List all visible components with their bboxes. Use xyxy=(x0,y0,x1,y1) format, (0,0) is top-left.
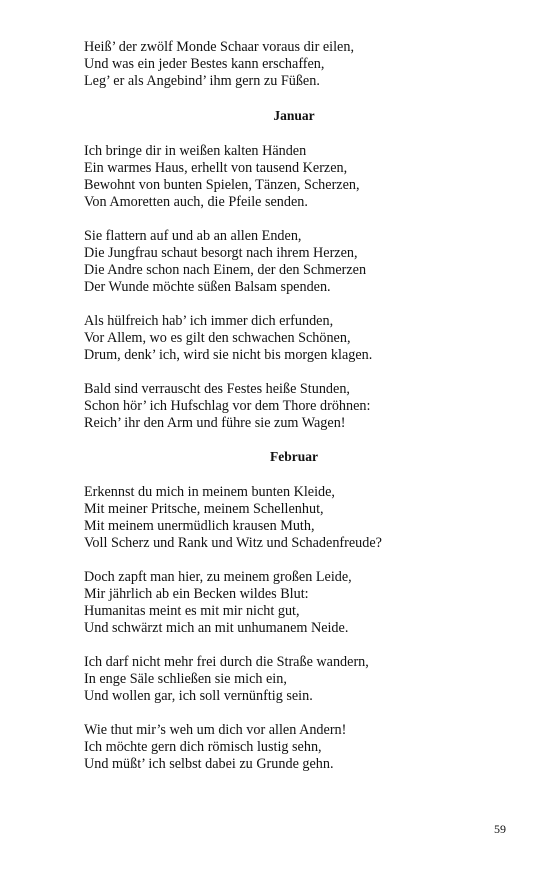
februar-stanza-1 xyxy=(84,484,474,552)
section-heading-januar: Januar xyxy=(273,108,315,123)
poem-line: Doch zapft man hier, zu meinem großen Leide, xyxy=(84,569,352,585)
poem-line: Die Andre schon nach Einem, der den Schmerzen xyxy=(84,262,367,278)
januar-stanza-3 xyxy=(84,313,474,364)
poem-page xyxy=(84,39,474,790)
poem-line: Und wollen gar, ich soll vernünftig sein. xyxy=(84,688,313,704)
januar-stanza-1 xyxy=(84,143,474,211)
poem-line: Voll Scherz und Rank und Witz und Schadenfreude? xyxy=(84,535,382,551)
februar-stanza-3 xyxy=(84,654,474,705)
januar-stanza-4 xyxy=(84,381,474,432)
poem-line: Humanitas meint es mit mir nicht gut, xyxy=(84,603,300,619)
poem-line: In enge Säle schließen sie mich ein, xyxy=(84,671,287,687)
poem-line: Mit meiner Pritsche, meinem Schellenhut, xyxy=(84,501,324,517)
poem-line: Schon hör’ ich Hufschlag vor dem Thore dröhnen: xyxy=(84,398,371,414)
poem-line: Als hülfreich hab’ ich immer dich erfunden, xyxy=(84,313,334,329)
poem-line: Bald sind verrauscht des Festes heiße Stunden, xyxy=(84,381,350,397)
poem-line: Und schwärzt mich an mit unhumanem Neide. xyxy=(84,620,349,636)
poem-line: Und was ein jeder Bestes kann erschaffen, xyxy=(84,56,325,72)
poem-line: Ich möchte gern dich römisch lustig sehn, xyxy=(84,739,322,755)
poem-line: Ich bringe dir in weißen kalten Händen xyxy=(84,143,307,159)
januar-stanza-2 xyxy=(84,228,474,296)
poem-line: Bewohnt von bunten Spielen, Tänzen, Scherzen, xyxy=(84,177,360,193)
poem-line: Reich’ ihr den Arm und führe sie zum Wagen! xyxy=(84,415,346,431)
poem-line: Wie thut mir’s weh um dich vor allen Andern! xyxy=(84,722,347,738)
poem-line: Und müßt’ ich selbst dabei zu Grunde gehn. xyxy=(84,756,334,772)
poem-line: Erkennst du mich in meinem bunten Kleide, xyxy=(84,484,335,500)
februar-stanza-2 xyxy=(84,569,474,637)
poem-line: Der Wunde möchte süßen Balsam spenden. xyxy=(84,279,331,295)
poem-line: Leg’ er als Angebind’ ihm gern zu Füßen. xyxy=(84,73,320,89)
poem-line: Die Jungfrau schaut besorgt nach ihrem Herzen, xyxy=(84,245,358,261)
page-number: 59 xyxy=(494,822,506,836)
poem-line: Ich darf nicht mehr frei durch die Straße wandern, xyxy=(84,654,369,670)
februar-stanza-4 xyxy=(84,722,474,773)
poem-line: Mir jährlich ab ein Becken wildes Blut: xyxy=(84,586,309,602)
poem-line: Heiß’ der zwölf Monde Schaar voraus dir eilen, xyxy=(84,39,354,55)
poem-line: Drum, denk’ ich, wird sie nicht bis morgen klagen. xyxy=(84,347,373,363)
intro-stanza xyxy=(84,39,474,90)
poem-line: Von Amoretten auch, die Pfeile senden. xyxy=(84,194,308,210)
poem-line: Mit meinem unermüdlich krausen Muth, xyxy=(84,518,315,534)
section-heading-februar: Februar xyxy=(270,449,318,464)
poem-line: Sie flattern auf und ab an allen Enden, xyxy=(84,228,302,244)
poem-line: Ein warmes Haus, erhellt von tausend Kerzen, xyxy=(84,160,348,176)
poem-line: Vor Allem, wo es gilt den schwachen Schönen, xyxy=(84,330,351,346)
